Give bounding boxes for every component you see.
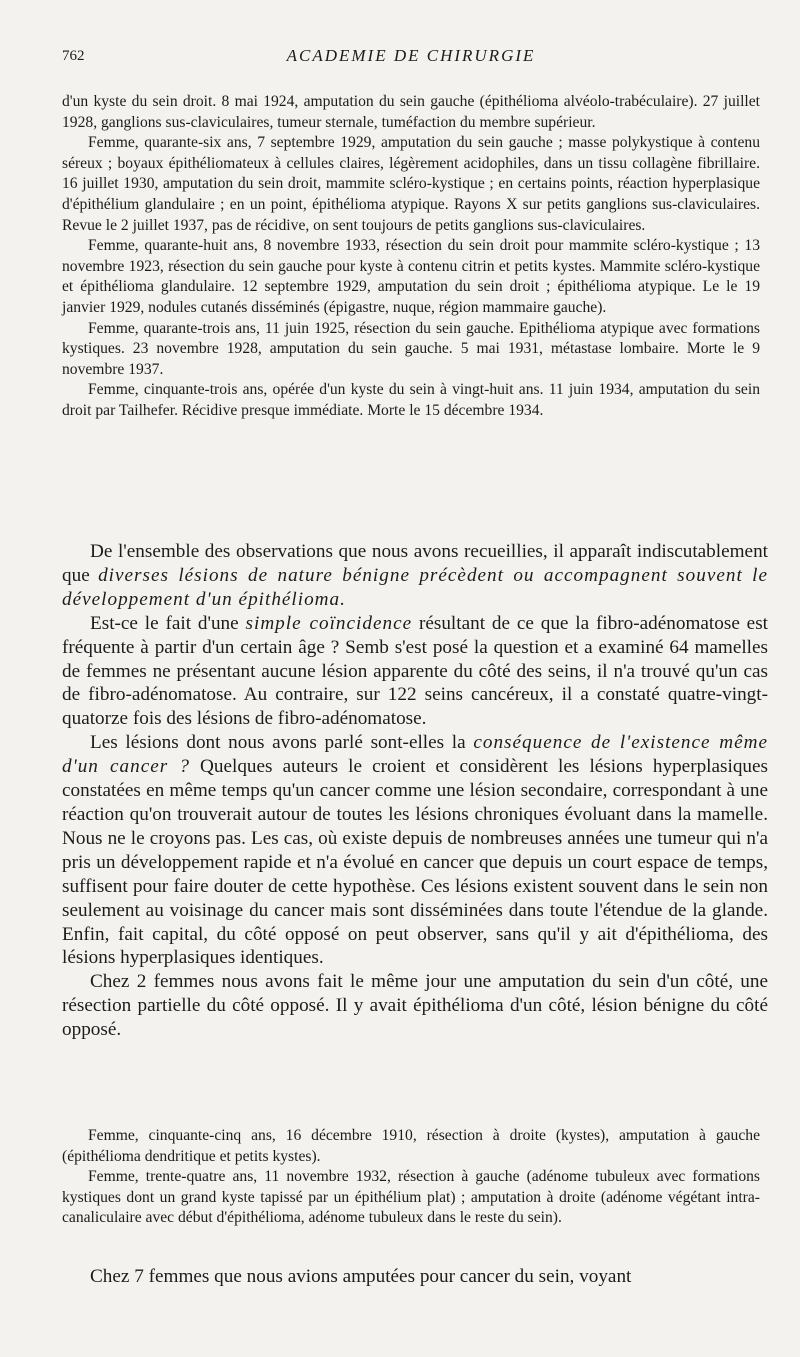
text-run: résultant de ce que la fibro-adénomatose est fréquente à partir d'un certain âge ? Semb s'est posé la question et a examiné 64 mamelles de femmes ne présentant aucune lésion apparente du côté des seins, il n'a trouvé qu'un cas de fibro-adénomatose. Au contraire, sur 122 seins cancéreux, il a constaté quatre-vingt-quatorze fois des lésions de fibro-adénomatose.: [62, 612, 768, 730]
case-note: Femme, quarante-huit ans, 8 novembre 1933, résection du sein droit pour mammite scléro-kystique ; 13 novembre 1923, résection du sein gauche pour kyste à contenu citrin et petits kystes. Mammite scléro-kystique et épithélioma glandulaire. 12 septembre 1929, amputation du sein droit ; épithélioma atypique. Le le 19 janvier 1929, nodules cutanés disséminés (épigastre, nuque, région mammaire gauche).: [62, 237, 760, 316]
emphasis: simple coïncidence: [245, 612, 413, 634]
body-text: [62, 540, 768, 1042]
paragraph: Chez 2 femmes nous avons fait le même jour une amputation du sein d'un côté, une résection partielle du côté opposé. Il y avait épithélioma d'un côté, lésion bénigne du côté opposé.: [62, 971, 768, 1041]
paragraph: [62, 731, 768, 970]
paragraph: Chez 7 femmes que nous avions amputées pour cancer du sein, voyant: [90, 1266, 632, 1287]
running-title: ACADEMIE DE CHIRURGIE: [286, 46, 536, 65]
final-paragraph: [62, 1265, 768, 1289]
case-notes-top: [62, 92, 760, 422]
text-run: Est-ce le fait d'une: [90, 612, 246, 634]
text-run: Quelques auteurs le croient et considèrent les lésions hyperplasiques constatées en même temps qu'un cancer comme une lésion secondaire, correspondant à une réaction qu'on trouverait autour de toutes les lésions chroniques évoluant dans la mamelle. Nous ne le croyons pas. Les cas, où existe depuis de nombreuses années une tumeur qui n'a pris un développement rapide et n'a évolué en cancer que depuis un court espace de temps, suffisent pour faire douter de cette hypothèse. Ces lésions existent souvent dans le sein non seulement au voisinage du cancer mais sont disséminées dans toute l'étendue de la glande. Enfin, fait capital, du côté opposé on peut observer, sans qu'il y ait d'épithélioma, des lésions hyperplasiques identiques.: [62, 756, 768, 969]
text-run: Les lésions dont nous avons parlé sont-elles la: [90, 732, 474, 754]
paragraph: [62, 612, 768, 732]
emphasis: diverses lésions de nature bénigne précèdent ou accompagnent souvent le développement d'un épithélioma.: [62, 564, 768, 610]
case-note: Femme, quarante-trois ans, 11 juin 1925, résection du sein gauche. Epithélioma atypique avec formations kystiques. 23 novembre 1928, amputation du sein gauche. 5 mai 1931, métastase lombaire. Morte le 9 novembre 1937.: [62, 319, 760, 378]
case-note: Femme, cinquante-trois ans, opérée d'un kyste du sein à vingt-huit ans. 11 juin 1934, amputation du sein droit par Tailhefer. Récidive presque immédiate. Morte le 15 décembre 1934.: [62, 381, 760, 419]
case-note: d'un kyste du sein droit. 8 mai 1924, amputation du sein gauche (épithélioma alvéolo-trabéculaire). 27 juillet 1928, ganglions sus-claviculaires, tumeur sternale, tuméfaction du membre supérieur.: [62, 93, 760, 131]
page-number: 762: [62, 48, 85, 64]
case-note: Femme, cinquante-cinq ans, 16 décembre 1910, résection à droite (kystes), amputation à gauche (épithélioma dendritique et petits kystes).: [62, 1127, 760, 1165]
paragraph: [62, 540, 768, 612]
case-note: Femme, quarante-six ans, 7 septembre 1929, amputation du sein gauche ; masse polykystique à contenu séreux ; boyaux épithéliomateux à cellules claires, légèrement acidophiles, dans un tissu collagène fibrillaire. 16 juillet 1930, amputation du sein droit, mammite scléro-kystique ; en certains points, réaction hyperplasique d'épithélium glandulaire ; en un point, épithélioma atypique. Rayons X sur petits ganglions sus-claviculaires. Revue le 2 juillet 1937, pas de récidive, on sent toujours de petits ganglions sus-claviculaires.: [62, 134, 760, 234]
text-run: De l'ensemble des observations que nous avons recueillies, il apparaît indiscutablement que: [62, 541, 768, 586]
case-notes-bottom: [62, 1126, 760, 1229]
emphasis: conséquence de l'existence même d'un cancer ?: [62, 732, 768, 778]
page-header: [62, 44, 760, 70]
case-note: Femme, trente-quatre ans, 11 novembre 1932, résection à gauche (adénome tubuleux avec formations kystiques dont un grand kyste tapissé par un épithélium plat) ; amputation à droite (adénome végétant intra-canaliculaire avec début d'épithélioma, adénome tubuleux dans le reste du sein).: [62, 1168, 760, 1227]
